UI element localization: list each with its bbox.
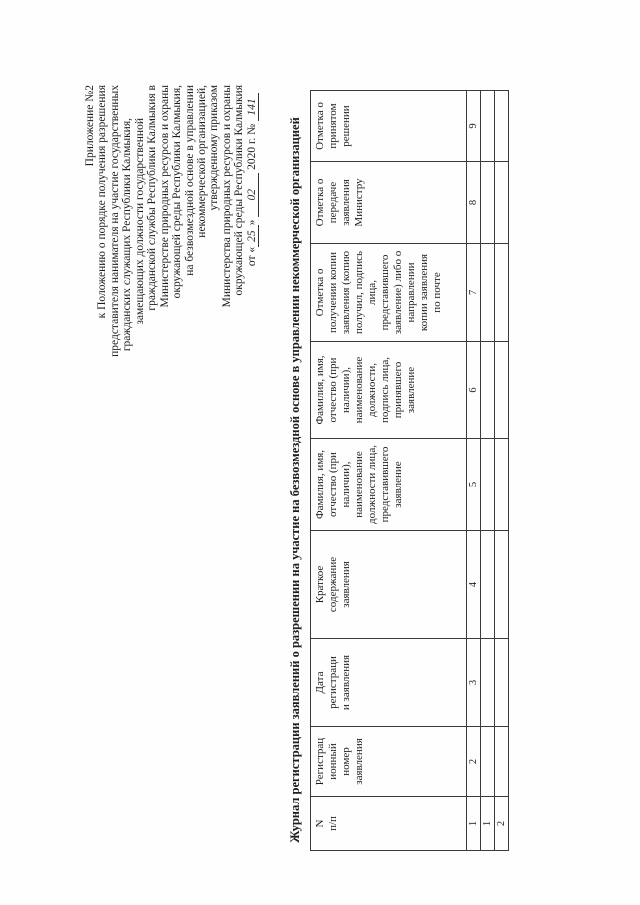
table-cell-row-number: 2	[495, 797, 509, 851]
appendix-line: окружающей среды Республики Калмыкия,	[171, 85, 184, 299]
table-row	[481, 91, 495, 851]
appendix-line: гражданских служащих Республики Калмыкия,	[121, 118, 134, 352]
column-number-cell: 4	[467, 531, 481, 639]
col-header-copy-receipt-mark: Отметка о получении копии заявления (копию получил, подпись лица, представившего заявление) либо о направлении копии заявления по почте	[311, 244, 467, 342]
appendix-line: Министерстве природных ресурсов и охраны	[158, 85, 171, 308]
date-prefix: от «	[245, 246, 258, 267]
handwritten-order-number: 141	[247, 93, 259, 121]
date-quote-close: »	[245, 219, 258, 226]
table-cell	[481, 439, 495, 531]
table-cell	[495, 727, 509, 797]
registration-journal-table	[310, 90, 509, 851]
table-cell	[495, 531, 509, 639]
table-cell	[495, 244, 509, 342]
col-header-submitter: Фамилия, имя, отчество (при наличии), наименование должности лица, представившего заявление	[311, 439, 467, 531]
journal-title: Журнал регистрации заявлений о разрешении на участие на безвозмездной основе в управлении некоммерческой организацией	[288, 117, 302, 843]
column-number-cell: 5	[467, 439, 481, 531]
appendix-line: Министерства природных ресурсов и охраны	[220, 85, 233, 308]
table-cell	[495, 439, 509, 531]
table-cell	[481, 162, 495, 244]
column-number-row	[467, 91, 481, 851]
appendix-line: на безвозмездной основе в управлении	[183, 85, 196, 276]
col-header-summary: Краткое содержание заявления	[311, 531, 467, 639]
table-cell	[495, 639, 509, 727]
table-cell	[481, 342, 495, 439]
col-header-registration-number: Регистрац ионный номер заявления	[311, 727, 467, 797]
table-cell	[481, 531, 495, 639]
column-number-cell: 6	[467, 342, 481, 439]
table-cell	[481, 91, 495, 162]
appendix-line: замещающих должности государственной	[133, 118, 146, 325]
table-cell	[481, 244, 495, 342]
column-number-cell: 7	[467, 244, 481, 342]
appendix-line: к Положению о порядке получения разрешения	[96, 85, 109, 319]
appendix-line: некоммерческой организацией,	[195, 85, 208, 238]
table-cell	[481, 639, 495, 727]
appendix-line: окружающей среды Республики Калмыкия	[233, 85, 246, 296]
column-number-cell: 3	[467, 639, 481, 727]
table-header-row	[311, 91, 467, 851]
approval-date-line	[246, 85, 258, 465]
col-header-receiver: Фамилия, имя, отчество (при наличии), наименование должности, подпись лица, принявшего заявление	[311, 342, 467, 439]
date-year: 2020 г. №	[245, 123, 258, 170]
table-cell	[495, 91, 509, 162]
col-header-registration-date: Дата регистраци и заявления	[311, 639, 467, 727]
handwritten-month: 02	[247, 173, 259, 217]
appendix-line: гражданской службы Республики Калмыкия в	[146, 85, 159, 311]
table-cell	[495, 162, 509, 244]
col-header-transfer-mark: Отметка о передаче заявления Министру	[311, 162, 467, 244]
table-cell-row-number: 1	[481, 797, 495, 851]
appendix-header	[84, 85, 258, 465]
column-number-cell: 2	[467, 727, 481, 797]
appendix-line: представителя нанимателя на участие государственных	[108, 85, 121, 357]
col-header-decision-mark: Отметка о принятом решении	[311, 91, 467, 162]
appendix-number: Приложение №2	[84, 85, 96, 167]
column-number-cell: 8	[467, 162, 481, 244]
appendix-line: утвержденному приказом	[208, 85, 221, 211]
column-number-cell: 1	[467, 797, 481, 851]
column-number-cell: 9	[467, 91, 481, 162]
col-header-number: N п/п	[311, 797, 467, 851]
table-cell	[495, 342, 509, 439]
table-row	[495, 91, 509, 851]
table-cell	[481, 727, 495, 797]
handwritten-day: 25	[247, 225, 259, 247]
